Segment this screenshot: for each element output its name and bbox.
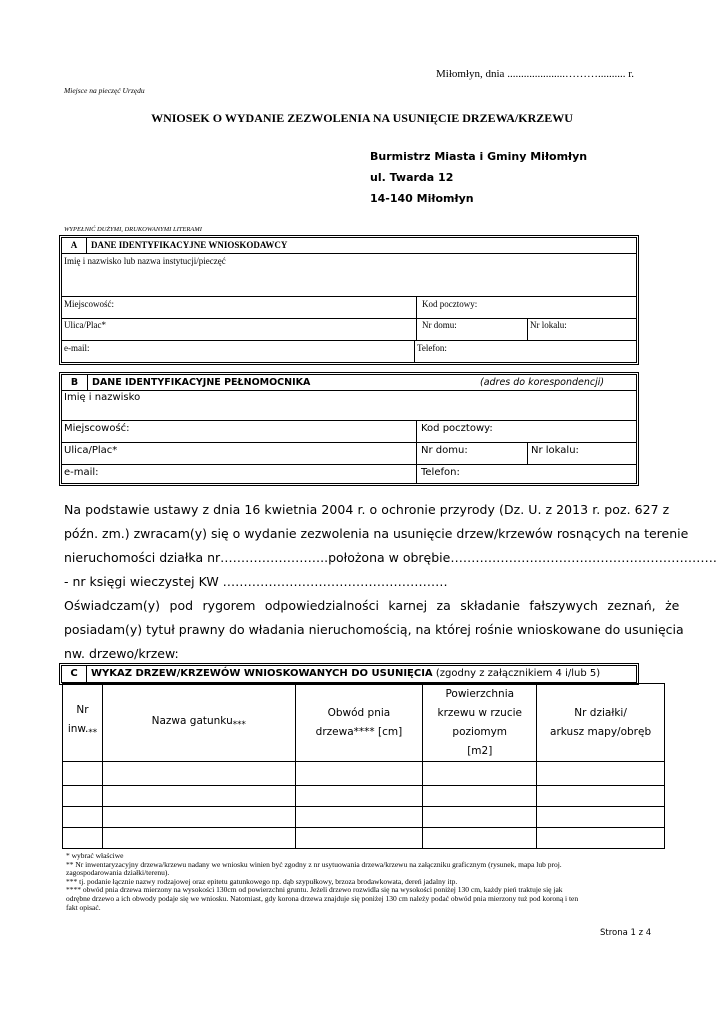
proxy-name-label: Imię i nazwisko bbox=[64, 392, 141, 403]
col-inw-footnote-mark: ** bbox=[88, 728, 98, 739]
declaration-line-2: późn. zm.) zwracam(y) się o wydanie zezwolenia na usunięcie drzew/krzewów rosnących na terenie bbox=[64, 526, 689, 541]
section-c-letter: C bbox=[62, 666, 87, 682]
footnote-3: *** tj. podanie łącznie nazwy rodzajowej oraz epitetu gatunkowego np. dąb szypułkowy, brzoza brodawkowata, dereń jadalny itp. bbox=[66, 876, 458, 886]
col-plot-label-1: Nr działki/ bbox=[574, 706, 627, 719]
cell-circumference[interactable] bbox=[295, 807, 423, 828]
section-c-note: (zgodny z załącznikiem 4 i/lub 5) bbox=[432, 668, 601, 679]
col-shrub-area bbox=[423, 684, 537, 762]
page-number: Strona 1 z 4 bbox=[600, 928, 652, 938]
proxy-house-label: Nr domu: bbox=[421, 445, 468, 456]
applicant-email-label: e-mail: bbox=[64, 343, 90, 353]
applicant-house-label: Nr domu: bbox=[422, 320, 457, 330]
section-b-divider-4 bbox=[62, 464, 636, 465]
footnote-4-cont: odrębne drzewo a ich obwody podaje się we wniosku. Natomiast, gdy korona drzewa znajduje się poniżej 130 cm należy podać obwód pnia mierzony tuż pod koroną i ten bbox=[66, 893, 579, 903]
section-c-header bbox=[61, 665, 637, 683]
trees-table bbox=[62, 683, 665, 849]
recipient-line-3: 14-140 Miłomłyn bbox=[370, 192, 474, 205]
section-a-divider-4 bbox=[62, 340, 636, 341]
col-shrub-area-label-1: Powierzchnia bbox=[445, 687, 515, 700]
applicant-flat-label: Nr lokalu: bbox=[530, 320, 567, 330]
declaration-paragraph bbox=[64, 498, 717, 666]
section-b-title: DANE IDENTYFIKACYJNE PEŁNOMOCNIKA bbox=[92, 377, 311, 388]
footnote-2-cont: zagospodarowania działki/terenu). bbox=[66, 868, 170, 878]
section-a-divider-3 bbox=[62, 318, 636, 319]
footnote-2: ** Nr inwentaryzacyjny drzewa/krzewu nadany we wniosku winien być zgodny z nr usytuowania drzewa/krzewu na załączniku graficznym (rysunek, mapa lub proj. bbox=[66, 859, 562, 869]
cell-species[interactable] bbox=[102, 762, 295, 786]
col-species bbox=[102, 684, 295, 762]
declaration-line-7: nw. drzewo/krzew: bbox=[64, 646, 179, 661]
col-nr-label: Nr bbox=[76, 704, 89, 717]
cell-species[interactable] bbox=[102, 807, 295, 828]
section-b-vline-4 bbox=[416, 464, 417, 483]
declaration-line-6: posiadam(y) tytuł prawny do władania nieruchomością, na której rośnie wnioskowane do usunięcia bbox=[64, 622, 684, 637]
section-a-vline-2 bbox=[416, 318, 417, 340]
document-title: WNIOSEK O WYDANIE ZEZWOLENIA NA USUNIĘCIE DRZEWA/KRZEWU bbox=[151, 111, 573, 125]
cell-nr[interactable] bbox=[63, 786, 103, 807]
cell-area[interactable] bbox=[423, 807, 537, 828]
section-b-proxy bbox=[61, 374, 637, 484]
applicant-postal-label: Kod pocztowy: bbox=[422, 299, 478, 309]
cell-circumference[interactable] bbox=[295, 762, 423, 786]
cell-plot[interactable] bbox=[537, 807, 665, 828]
cell-circumference[interactable] bbox=[295, 828, 423, 849]
recipient-line-2: ul. Twarda 12 bbox=[370, 171, 454, 184]
cell-nr[interactable] bbox=[63, 807, 103, 828]
section-b-vline-1 bbox=[416, 420, 417, 442]
cell-nr[interactable] bbox=[63, 828, 103, 849]
place-date: Miłomłyn, dnia .....................……….......... r. bbox=[436, 68, 634, 80]
col-plot bbox=[537, 684, 665, 762]
footnotes bbox=[66, 852, 666, 912]
proxy-phone-label: Telefon: bbox=[421, 467, 460, 478]
declaration-line-3: nieruchomości działka nr……………………..położona w obrębie………………………………………………………. bbox=[64, 550, 717, 565]
applicant-city-label: Miejscowość: bbox=[64, 299, 114, 309]
section-b-divider-1 bbox=[62, 390, 636, 391]
section-a-divider-1 bbox=[62, 253, 636, 254]
cell-species[interactable] bbox=[102, 786, 295, 807]
table-row bbox=[63, 807, 665, 828]
table-row bbox=[63, 828, 665, 849]
recipient-address bbox=[370, 146, 587, 209]
section-a-letter: A bbox=[62, 238, 87, 253]
table-row bbox=[63, 762, 665, 786]
col-shrub-area-label-3: poziomym bbox=[452, 725, 508, 738]
cell-plot[interactable] bbox=[537, 762, 665, 786]
col-species-label: Nazwa gatunku bbox=[151, 714, 233, 727]
cell-nr[interactable] bbox=[63, 762, 103, 786]
section-b-letter: B bbox=[62, 375, 88, 390]
section-c-title-text: WYKAZ DRZEW/KRZEWÓW WNIOSKOWANYCH DO USUNIĘCIA bbox=[91, 668, 433, 679]
proxy-street-label: Ulica/Plac* bbox=[64, 445, 118, 456]
section-a-vline-4 bbox=[414, 340, 415, 362]
declaration-line-4: - nr księgi wieczystej KW ……………………………………………… bbox=[64, 574, 448, 589]
section-a-applicant bbox=[61, 237, 637, 363]
section-b-divider-3 bbox=[62, 442, 636, 443]
section-b-note: (adres do korespondencji) bbox=[480, 377, 605, 388]
cell-area[interactable] bbox=[423, 786, 537, 807]
section-a-divider-2 bbox=[62, 296, 636, 297]
footnote-1: * wybrać właściwe bbox=[66, 851, 124, 860]
cell-species[interactable] bbox=[102, 828, 295, 849]
table-row bbox=[63, 786, 665, 807]
col-species-footnote-mark: *** bbox=[232, 720, 246, 731]
section-a-vline-1 bbox=[416, 296, 417, 318]
col-shrub-area-label-4: [m2] bbox=[467, 744, 493, 757]
section-a-vline-3 bbox=[527, 318, 528, 340]
applicant-name-label: Imię i nazwisko lub nazwa instytucji/pieczęć bbox=[64, 256, 226, 266]
declaration-line-5: Oświadczam(y) pod rygorem odpowiedzialności karnej za składanie fałszywych zeznań, że bbox=[64, 598, 680, 613]
footnote-4-end: fakt opisać. bbox=[66, 902, 101, 912]
fill-instruction: WYPEŁNIĆ DUŻYMI, DRUKOWANYMI LITERAMI bbox=[64, 226, 202, 233]
col-plot-label-2: arkusz mapy/obręb bbox=[550, 725, 652, 738]
cell-circumference[interactable] bbox=[295, 786, 423, 807]
col-circumference-label-1: Obwód pnia bbox=[327, 706, 391, 719]
cell-area[interactable] bbox=[423, 828, 537, 849]
footnote-4: **** obwód pnia drzewa mierzony na wysokości 130cm od powierzchni gruntu. Jeżeli drzewo rozwidla się na wysokości poniżej 130 cm, każdy pień traktuje się jak bbox=[66, 885, 563, 895]
cell-area[interactable] bbox=[423, 762, 537, 786]
col-nr-inw bbox=[63, 684, 103, 762]
col-shrub-area-label-2: krzewu w rzucie bbox=[437, 706, 522, 719]
stamp-place-label: Miejsce na pieczęć Urzędu bbox=[64, 86, 145, 95]
trees-table-header bbox=[63, 684, 665, 762]
section-a-title: DANE IDENTYFIKACYJNE WNIOSKODAWCY bbox=[91, 240, 288, 250]
col-circumference bbox=[295, 684, 423, 762]
proxy-flat-label: Nr lokalu: bbox=[531, 445, 579, 456]
section-b-vline-3 bbox=[527, 442, 528, 464]
applicant-phone-label: Telefon: bbox=[417, 343, 447, 353]
declaration-line-1: Na podstawie ustawy z dnia 16 kwietnia 2004 r. o ochronie przyrody (Dz. U. z 2013 r. poz. 627 z bbox=[64, 502, 670, 517]
section-b-vline-2 bbox=[416, 442, 417, 464]
proxy-postal-label: Kod pocztowy: bbox=[421, 423, 493, 434]
cell-plot[interactable] bbox=[537, 786, 665, 807]
proxy-email-label: e-mail: bbox=[64, 467, 99, 478]
cell-plot[interactable] bbox=[537, 828, 665, 849]
section-c-title bbox=[91, 668, 600, 679]
recipient-line-1: Burmistrz Miasta i Gminy Miłomłyn bbox=[370, 150, 588, 163]
col-circumference-label-2: drzewa**** [cm] bbox=[315, 725, 403, 738]
col-inw-label: $inw._{**}$ bbox=[67, 723, 98, 739]
section-b-divider-2 bbox=[62, 420, 636, 421]
applicant-street-label: Ulica/Plac* bbox=[64, 320, 106, 330]
proxy-city-label: Miejscowość: bbox=[64, 423, 130, 434]
